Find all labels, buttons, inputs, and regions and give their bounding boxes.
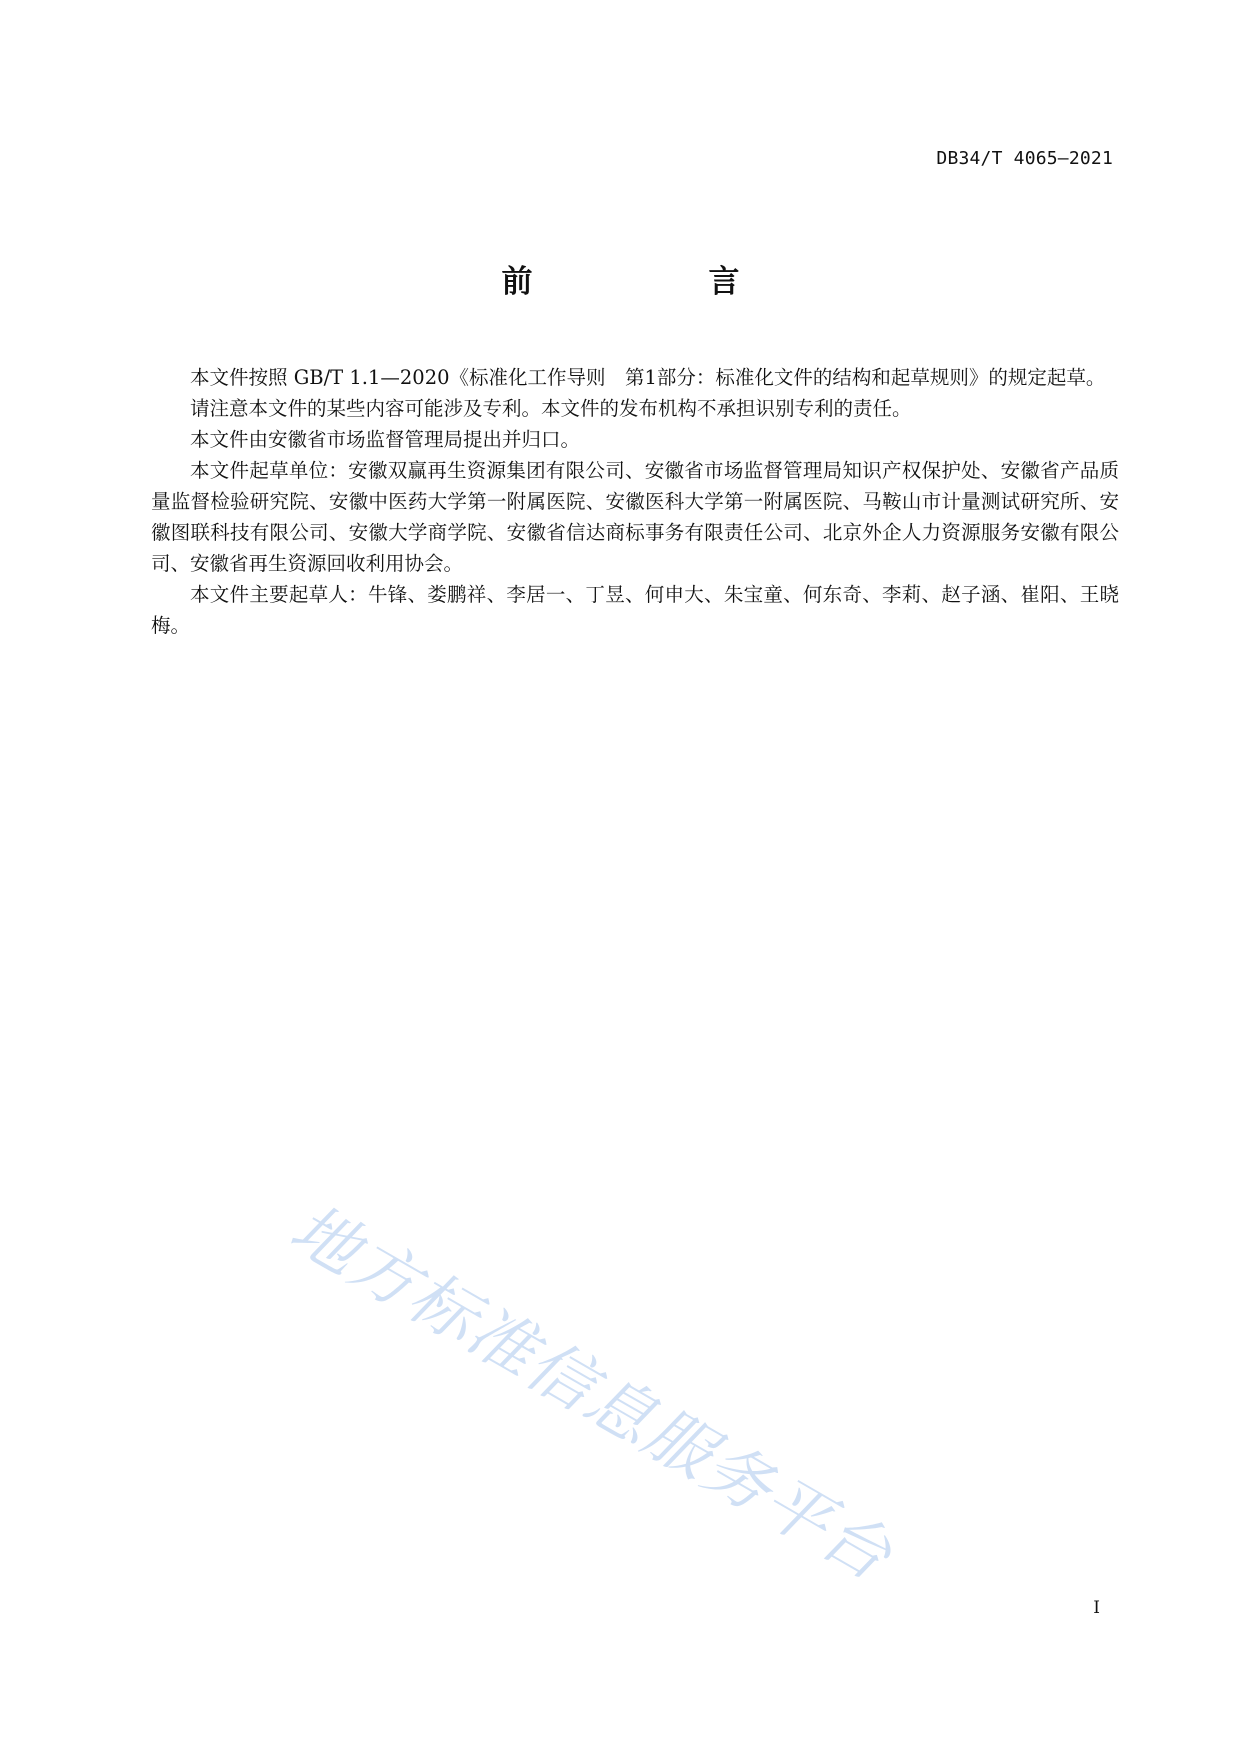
paragraph-drafting-units: 本文件起草单位：安徽双赢再生资源集团有限公司、安徽省市场监督管理局知识产权保护处、安徽省产品质量监督检验研究院、安徽中医药大学第一附属医院、安徽医科大学第一附属医院、马鞍山市计量测试研究所、安徽图联科技有限公司、安徽大学商学院、安徽省信达商标事务有限责任公司、北京外企人力资源服务安徽有限公司、安徽省再生资源回收利用协会。 (151, 459, 1119, 575)
preface-body (151, 362, 1119, 641)
paragraph-drafters: 本文件主要起草人：牛锋、娄鹏祥、李居一、丁昱、何申大、朱宝童、何东奇、李莉、赵子涵、崔阳、王晓梅。 (151, 583, 1119, 637)
paragraph-proposer: 本文件由安徽省市场监督管理局提出并归口。 (190, 428, 581, 451)
page-number: I (1093, 1598, 1100, 1618)
paragraph-drafting-basis: 本文件按照 GB/T 1.1—2020《标准化工作导则 第1部分：标准化文件的结构和起草规则》的规定起草。 (190, 366, 1106, 389)
watermark: 地方标准信息服务平台 (277, 1189, 906, 1597)
document-code: DB34/T 4065—2021 (936, 148, 1113, 169)
paragraph-patent-notice: 请注意本文件的某些内容可能涉及专利。本文件的发布机构不承担识别专利的责任。 (190, 397, 912, 420)
page-title: 前 言 (501, 264, 778, 300)
